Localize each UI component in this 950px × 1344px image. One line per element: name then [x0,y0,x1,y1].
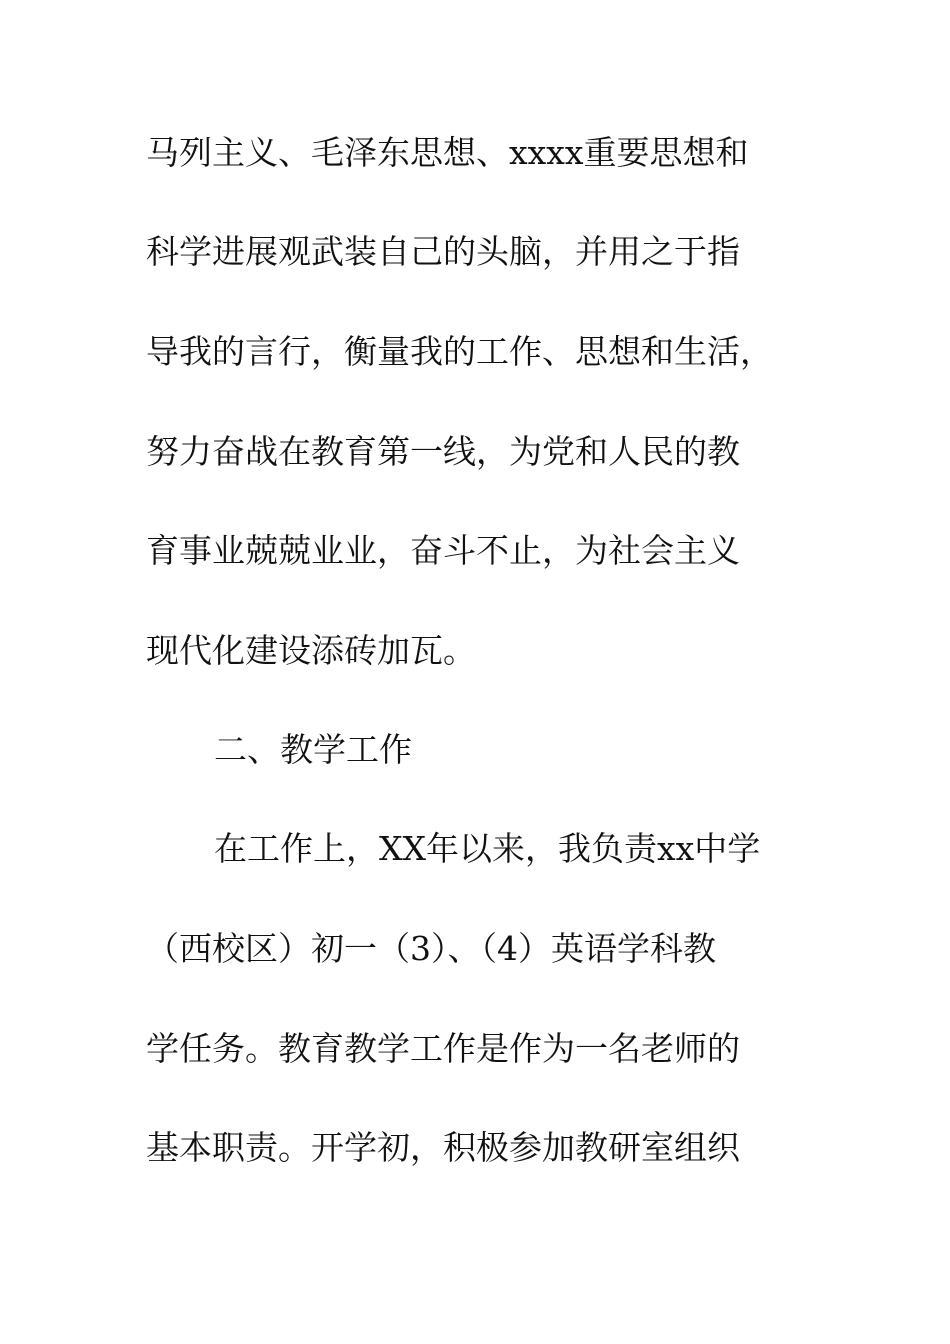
text-line: 现代化建设添砖加瓦。 [146,631,476,670]
text-line: 努力奋战在教育第一线，为党和人民的教 [146,432,740,471]
text-line: 马列主义、毛泽东思想、xxxx重要思想和 [146,133,749,172]
text-line: 科学进展观武装自己的头脑，并用之于指 [146,232,740,271]
text-line: 育事业兢兢业业，奋斗不止，为社会主义 [146,531,740,570]
paragraph-line: 学任务。教育教学工作是作为一名老师的 [146,1029,740,1068]
paragraph-line: 基本职责。开学初，积极参加教研室组织 [146,1128,740,1167]
text-line: 导我的言行，衡量我的工作、思想和生活， [146,332,773,371]
paragraph-line: 在工作上，XX年以来，我负责xx中学 [214,829,761,868]
section-heading: 二、教学工作 [214,730,412,769]
paragraph-line: （西校区）初一（3）、（4）英语学科教 [146,929,716,968]
